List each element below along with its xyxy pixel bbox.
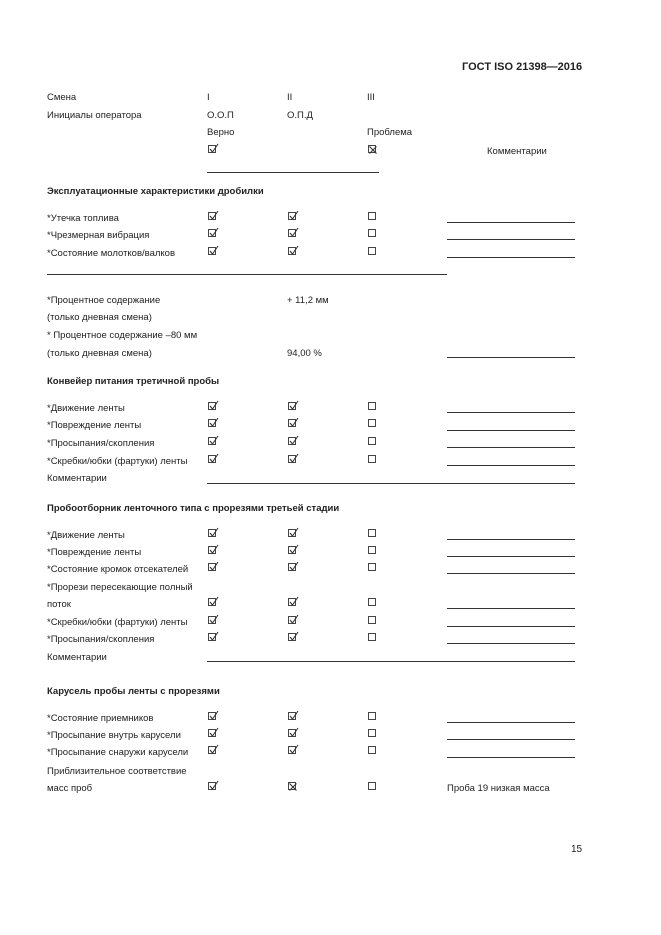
operator-initials-2: О.П.Д (287, 110, 313, 121)
checkbox[interactable] (208, 633, 216, 641)
checkbox[interactable] (368, 402, 376, 410)
checkbox[interactable] (288, 437, 296, 445)
shift-number-3: III (367, 92, 375, 103)
checkbox[interactable] (288, 712, 296, 720)
comment-line (447, 573, 575, 574)
checkbox[interactable] (208, 746, 216, 754)
shift-number-2: II (287, 92, 293, 103)
conveyor-comments-label: Комментарии (47, 473, 107, 484)
checkbox[interactable] (288, 419, 296, 427)
checkbox[interactable] (288, 746, 296, 754)
comment-line (447, 643, 575, 644)
comment-line (447, 722, 575, 723)
checkbox[interactable] (368, 247, 376, 255)
percent-line-1: *Процентное содержание (47, 295, 161, 306)
checkbox[interactable] (288, 616, 296, 624)
carousel-multi-line-1: Приблизительное соответствие (47, 766, 187, 777)
crusher-item-2: *Чрезмерная вибрация (47, 230, 150, 241)
standard-header: ГОСТ ISO 21398—2016 (462, 61, 583, 73)
percent-line-4: (только дневная смена) (47, 348, 152, 359)
carousel-item-3: *Просыпание снаружи карусели (47, 747, 189, 758)
comment-line (447, 757, 575, 758)
comment-line (447, 412, 575, 413)
checkbox[interactable] (368, 633, 376, 641)
checkbox[interactable] (208, 402, 216, 410)
checkbox[interactable] (208, 616, 216, 624)
checkbox[interactable] (288, 402, 296, 410)
comment-line (447, 465, 575, 466)
mass-comment: Проба 19 низкая масса (447, 783, 550, 794)
page-number: 15 (571, 844, 583, 855)
sampler-comments-label: Комментарии (47, 652, 107, 663)
checkbox[interactable] (208, 529, 216, 537)
percent-value-2: 94,00 % (287, 348, 322, 359)
checkbox[interactable] (368, 546, 376, 554)
checkbox[interactable] (288, 633, 296, 641)
carousel-section-title: Карусель пробы ленты с прорезями (47, 686, 220, 697)
checkbox[interactable] (368, 437, 376, 445)
checkbox[interactable] (368, 616, 376, 624)
checkbox[interactable] (368, 455, 376, 463)
checkbox[interactable] (368, 529, 376, 537)
checkbox[interactable] (288, 598, 296, 606)
checkbox[interactable] (288, 229, 296, 237)
sampler-item-4: *Скребки/юбки (фартуки) ленты (47, 617, 188, 628)
conveyor-section-title: Конвейер питания третичной пробы (47, 376, 220, 387)
comment-line (447, 357, 575, 358)
divider (207, 172, 379, 173)
sampler-item-5: *Просыпания/скопления (47, 634, 155, 645)
conveyor-item-3: *Просыпания/скопления (47, 438, 155, 449)
legend-correct-checkbox[interactable] (208, 145, 216, 153)
comment-line (447, 556, 575, 557)
checkbox[interactable] (368, 229, 376, 237)
comment-line (447, 430, 575, 431)
checkbox[interactable] (208, 437, 216, 445)
carousel-multi-line-2: масс проб (47, 783, 93, 794)
operator-label: Инициалы оператора (47, 110, 142, 121)
crusher-item-3: *Состояние молотков/валков (47, 248, 176, 259)
checkbox[interactable] (288, 563, 296, 571)
sampler-item-3: *Состояние кромок отсекателей (47, 564, 189, 575)
percent-value-1: + 11,2 мм (287, 295, 329, 306)
checkbox[interactable] (368, 746, 376, 754)
conveyor-item-2: *Повреждение ленты (47, 420, 142, 431)
checkbox[interactable] (288, 529, 296, 537)
checkbox[interactable] (208, 598, 216, 606)
checkbox[interactable] (208, 546, 216, 554)
divider (47, 274, 447, 275)
crusher-item-1: *Утечка топлива (47, 213, 119, 224)
comment-line (447, 257, 575, 258)
comments-line (207, 483, 575, 484)
sampler-section-title: Пробоотборник ленточного типа с прорезями третьей стадии (47, 503, 340, 514)
comment-line (447, 539, 575, 540)
shift-number-1: I (207, 92, 210, 103)
comment-line (447, 222, 575, 223)
percent-line-2: (только дневная смена) (47, 312, 152, 323)
checkbox[interactable] (368, 712, 376, 720)
checkbox[interactable] (368, 419, 376, 427)
legend-problem-checkbox[interactable] (368, 145, 376, 153)
checkbox[interactable] (368, 598, 376, 606)
sampler-multi-line-2: поток (47, 599, 71, 610)
checkbox[interactable] (288, 455, 296, 463)
checkbox[interactable] (288, 729, 296, 737)
checkbox[interactable] (368, 782, 376, 790)
checkbox[interactable] (208, 212, 216, 220)
comments-line (207, 661, 575, 662)
conveyor-item-4: *Скребки/юбки (фартуки) ленты (47, 456, 188, 467)
checkbox[interactable] (288, 782, 296, 790)
correct-label: Верно (207, 127, 235, 138)
sampler-multi-line-1: *Прорези пересекающие полный (47, 582, 193, 593)
checkbox[interactable] (208, 247, 216, 255)
sampler-item-1: *Движение ленты (47, 530, 125, 541)
shift-label: Смена (47, 92, 77, 103)
checkbox[interactable] (208, 229, 216, 237)
checkbox[interactable] (208, 455, 216, 463)
sampler-item-2: *Повреждение ленты (47, 547, 142, 558)
checkbox[interactable] (288, 247, 296, 255)
comment-line (447, 739, 575, 740)
checkbox[interactable] (368, 729, 376, 737)
checkbox[interactable] (208, 782, 216, 790)
comment-line (447, 608, 575, 609)
carousel-item-2: *Просыпание внутрь карусели (47, 730, 181, 741)
carousel-item-1: *Состояние приемников (47, 713, 154, 724)
checkbox[interactable] (288, 212, 296, 220)
checkbox[interactable] (208, 712, 216, 720)
checkbox[interactable] (208, 729, 216, 737)
checkbox[interactable] (208, 563, 216, 571)
comments-header: Комментарии (487, 146, 547, 157)
checkbox[interactable] (208, 419, 216, 427)
checkbox[interactable] (288, 546, 296, 554)
checkbox[interactable] (368, 212, 376, 220)
comment-line (447, 626, 575, 627)
comment-line (447, 239, 575, 240)
operator-initials-1: О.О.П (207, 110, 234, 121)
percent-line-3: * Процентное содержание –80 мм (47, 330, 198, 341)
checkbox[interactable] (368, 563, 376, 571)
problem-label: Проблема (367, 127, 413, 138)
conveyor-item-1: *Движение ленты (47, 403, 125, 414)
crusher-section-title: Эксплуатационные характеристики дробилки (47, 186, 264, 197)
comment-line (447, 447, 575, 448)
